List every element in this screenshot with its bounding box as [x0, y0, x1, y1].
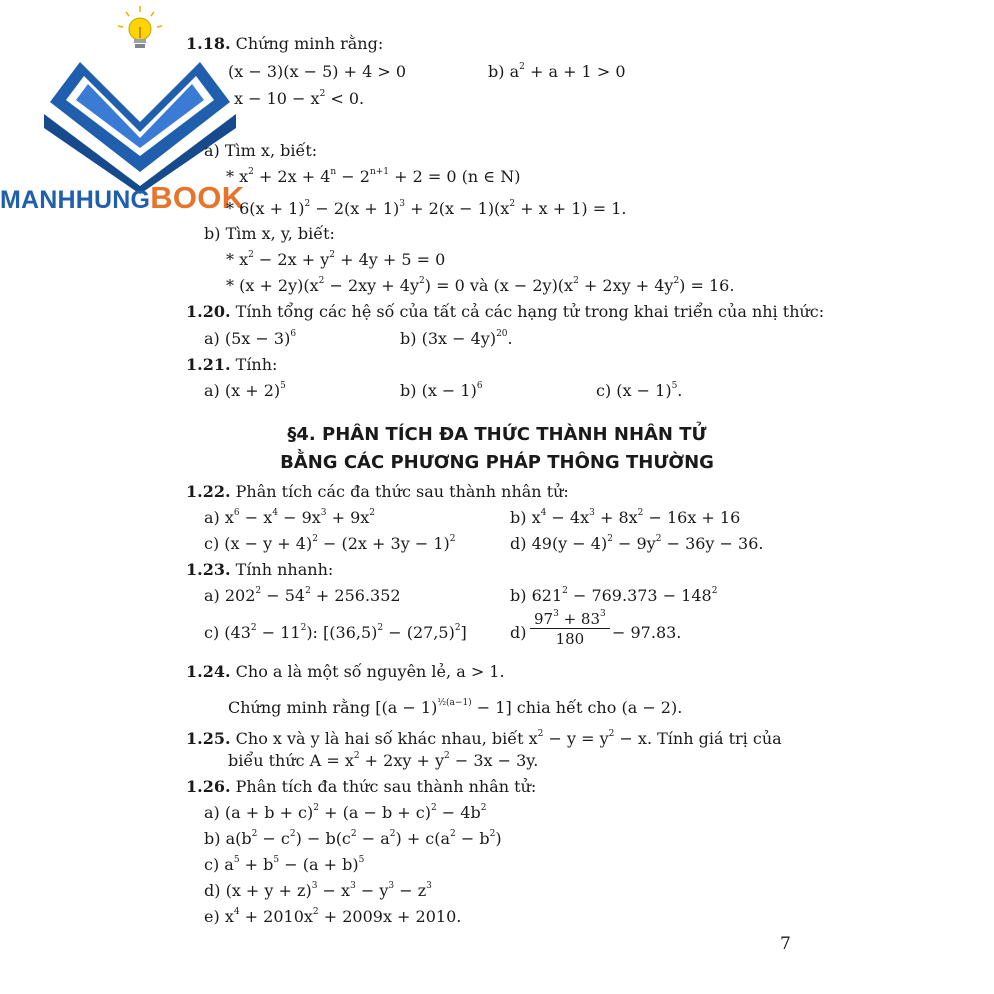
- problem-1-26-d: d) $(x + y + z)^3 - x^3 - y^3 - z^3$: [204, 880, 432, 900]
- problem-1-22-a: a) $x^6 - x^4 - 9x^3 + 9x^2$: [204, 507, 376, 527]
- problem-1-19-a1: * $x^2 + 2x + 4^n - 2^{n+1} + 2 = 0$ (n ∈ N): [226, 166, 521, 186]
- problem-1-22-title: 1.22. Phân tích các đa thức sau thành nhân tử:: [186, 482, 569, 501]
- problem-1-21-c: c) $(x - 1)^5$.: [596, 380, 683, 400]
- problem-1-23-title: 1.23. Tính nhanh:: [186, 560, 334, 579]
- problem-1-19-b2: * $(x + 2y)(x^2 - 2xy + 4y^2) = 0$ và $(x - 2y)(x^2 + 2xy + 4y^2) = 16$.: [226, 275, 735, 295]
- problem-1-23-d-label: d): [510, 623, 527, 642]
- problem-1-22-d: d) $49(y - 4)^2 - 9y^2 - 36y - 36$.: [510, 533, 764, 553]
- problem-1-20-title: 1.20. Tính tổng các hệ số của tất cả các hạng tử trong khai triển của nhị thức:: [186, 302, 825, 321]
- open-book-icon: [40, 44, 240, 194]
- problem-1-26-a: a) $(a + b + c)^2 + (a - b + c)^2 - 4b^2$: [204, 802, 487, 822]
- problem-1-24-line2: Chứng minh rằng $[(a - 1)^{\frac{1}{2}(a-1)} - 1]$ chia hết cho (a − 2).: [228, 697, 683, 717]
- problem-1-26-b: b) $a(b^2 - c^2) - b(c^2 - a^2) + c(a^2 - b^2)$: [204, 828, 502, 848]
- brand-logo-text: [0, 180, 244, 222]
- problem-1-18-b: b) $a^2 + a + 1 > 0$: [488, 61, 626, 81]
- section-heading-line2: BẰNG CÁC PHƯƠNG PHÁP THÔNG THƯỜNG: [280, 452, 714, 473]
- problem-1-19-b1: * $x^2 - 2x + y^2 + 4y + 5 = 0$: [226, 249, 446, 269]
- brand-name-part2: BOOK: [150, 180, 245, 215]
- fraction-denominator: 180: [555, 630, 585, 648]
- problem-1-24-title: 1.24. Cho a là một số nguyên lẻ, a > 1.: [186, 662, 505, 681]
- problem-1-21-title: 1.21. Tính:: [186, 355, 278, 374]
- problem-1-23-b: b) $621^2 - 769.373 - 148^2$: [510, 585, 718, 605]
- fraction-numerator: $97^3 + 83^3$: [530, 610, 610, 629]
- problem-1-21-a: a) $(x + 2)^5$: [204, 380, 286, 400]
- problem-1-19-b-title: b) Tìm x, y, biết:: [204, 224, 335, 243]
- problem-1-25-line1: 1.25. Cho x và y là hai số khác nhau, biết $x^2 - y = y^2 - x$. Tính giá trị của: [186, 728, 782, 748]
- section-heading-line1: §4. PHÂN TÍCH ĐA THỨC THÀNH NHÂN TỬ: [287, 424, 707, 445]
- problem-1-23-d-fraction: [530, 610, 610, 648]
- problem-1-18-a: (x − 3)(x − 5) + 4 > 0: [228, 62, 407, 81]
- problem-1-22-b: b) $x^4 - 4x^3 + 8x^2 - 16x + 16$: [510, 507, 741, 527]
- problem-1-26-e: e) $x^4 + 2010x^2 + 2009x + 2010$.: [204, 906, 462, 926]
- problem-1-19-a-title: a) Tìm x, biết:: [204, 141, 318, 160]
- problem-1-23-c: c) $(43^2 - 11^2)$: $[(36,5)^2 - (27,5)^2]$: [204, 622, 467, 642]
- problem-1-18-c: $x - 10 - x^2 < 0$.: [234, 88, 365, 108]
- problem-1-23-a: a) $202^2 - 54^2 + 256.352$: [204, 585, 401, 605]
- problem-1-18-title: 1.18. Chứng minh rằng:: [186, 34, 384, 53]
- problem-1-21-b: b) $(x - 1)^6$: [400, 380, 483, 400]
- problem-1-23-d-tail: − 97.83.: [612, 623, 682, 642]
- problem-1-25-line2: biểu thức $A = x^2 + 2xy + y^2 - 3x - 3y$.: [228, 750, 539, 770]
- problem-1-20-b: b) $(3x - 4y)^{20}$.: [400, 328, 513, 348]
- problem-1-19-a2: * $6(x + 1)^2 - 2(x + 1)^3 + 2(x - 1)(x^2 + x + 1) = 1$.: [226, 198, 627, 218]
- problem-1-20-a: a) $(5x - 3)^6$: [204, 328, 297, 348]
- problem-1-22-c: c) $(x - y + 4)^2 - (2x + 3y - 1)^2$: [204, 533, 456, 553]
- problem-1-26-c: c) $a^5 + b^5 - (a + b)^5$: [204, 854, 365, 874]
- page-number: 7: [780, 934, 791, 954]
- problem-1-26-title: 1.26. Phân tích đa thức sau thành nhân tử:: [186, 777, 537, 796]
- brand-name-part1: MANHHUNG: [0, 186, 151, 214]
